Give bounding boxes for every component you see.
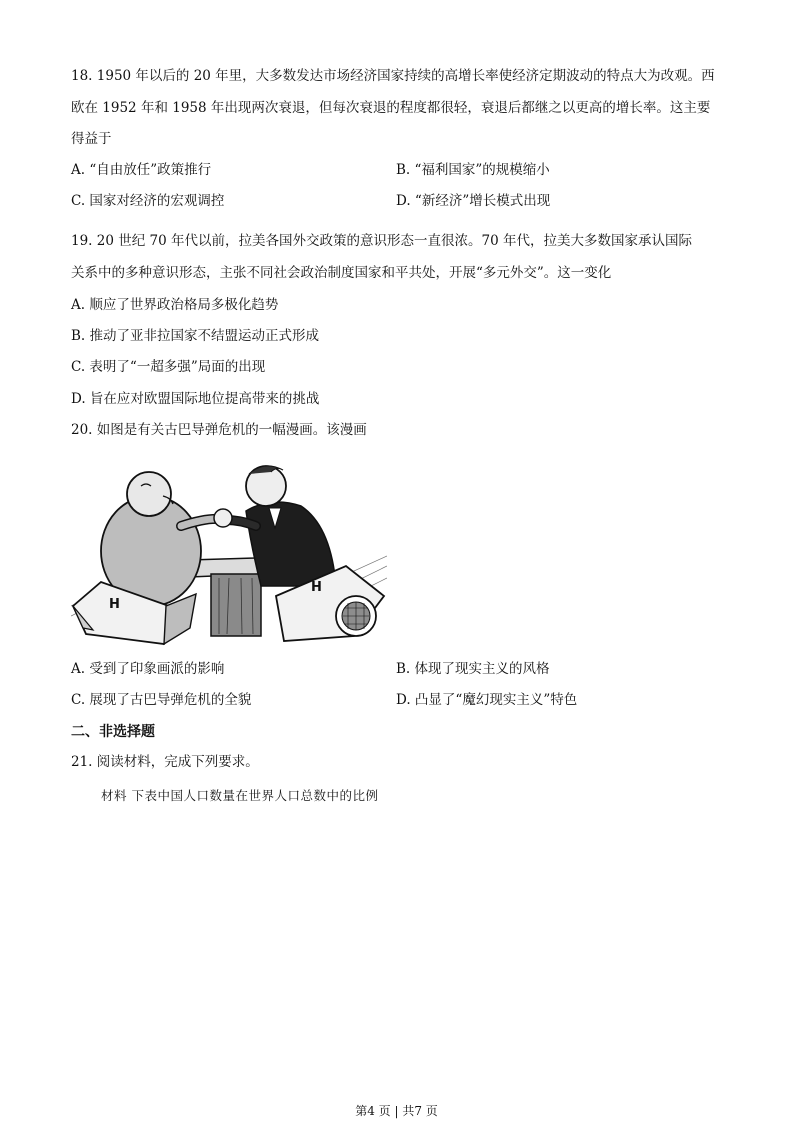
q18-line-3: 得益于	[71, 131, 112, 147]
left-missile-label: H	[109, 597, 120, 612]
q19-option-c: C. 表明了“一超多强”局面的出现	[71, 359, 266, 375]
q19-option-b: B. 推动了亚非拉国家不结盟运动正式形成	[71, 328, 320, 344]
q21-line-1: 21. 阅读材料，完成下列要求。	[71, 754, 259, 770]
q19-line-2: 关系中的多种意识形态，主张不同社会政治制度国家和平共处，开展“多元外交”。这一变化	[71, 265, 612, 281]
q18-option-b: B. “福利国家”的规模缩小	[396, 162, 550, 178]
right-missile-label: H	[311, 580, 322, 595]
section-heading-non-choice: 二、非选择题	[71, 724, 155, 740]
q18-option-d: D. “新经济”增长模式出现	[396, 193, 551, 209]
q20-option-a: A. 受到了印象画派的影响	[71, 661, 225, 677]
page-footer: 第4 页 | 共7 页	[355, 1104, 438, 1118]
q18-line-2: 欧在 1952 年和 1958 年出现两次衰退，但每次衰退的程度都很轻，衰退后都继之以更高的增长率。这主要	[71, 100, 711, 116]
q18-line-1: 18. 1950 年以后的 20 年里，大多数发达市场经济国家持续的高增长率使经济定期波动的特点大为改观。西	[71, 68, 715, 84]
q18-option-a: A. “自由放任”政策推行	[71, 162, 212, 178]
q19-option-a: A. 顺应了世界政治格局多极化趋势	[71, 297, 279, 313]
q19-option-d: D. 旨在应对欧盟国际地位提高带来的挑战	[71, 391, 320, 407]
q20-option-b: B. 体现了现实主义的风格	[396, 661, 550, 677]
q20-option-d: D. 凸显了“魔幻现实主义”特色	[396, 692, 578, 708]
q20-line-1: 20. 如图是有关古巴导弹危机的一幅漫画。该漫画	[71, 422, 367, 438]
q18-option-c: C. 国家对经济的宏观调控	[71, 193, 225, 209]
q20-option-c: C. 展现了古巴导弹危机的全貌	[71, 692, 252, 708]
q21-material: 材料 下表中国人口数量在世界人口总数中的比例	[101, 788, 379, 803]
q19-line-1: 19. 20 世纪 70 年代以前，拉美各国外交政策的意识形态一直很浓。70 年代，拉美大多数国家承认国际	[71, 233, 692, 249]
cuban-missile-crisis-cartoon	[71, 456, 387, 650]
